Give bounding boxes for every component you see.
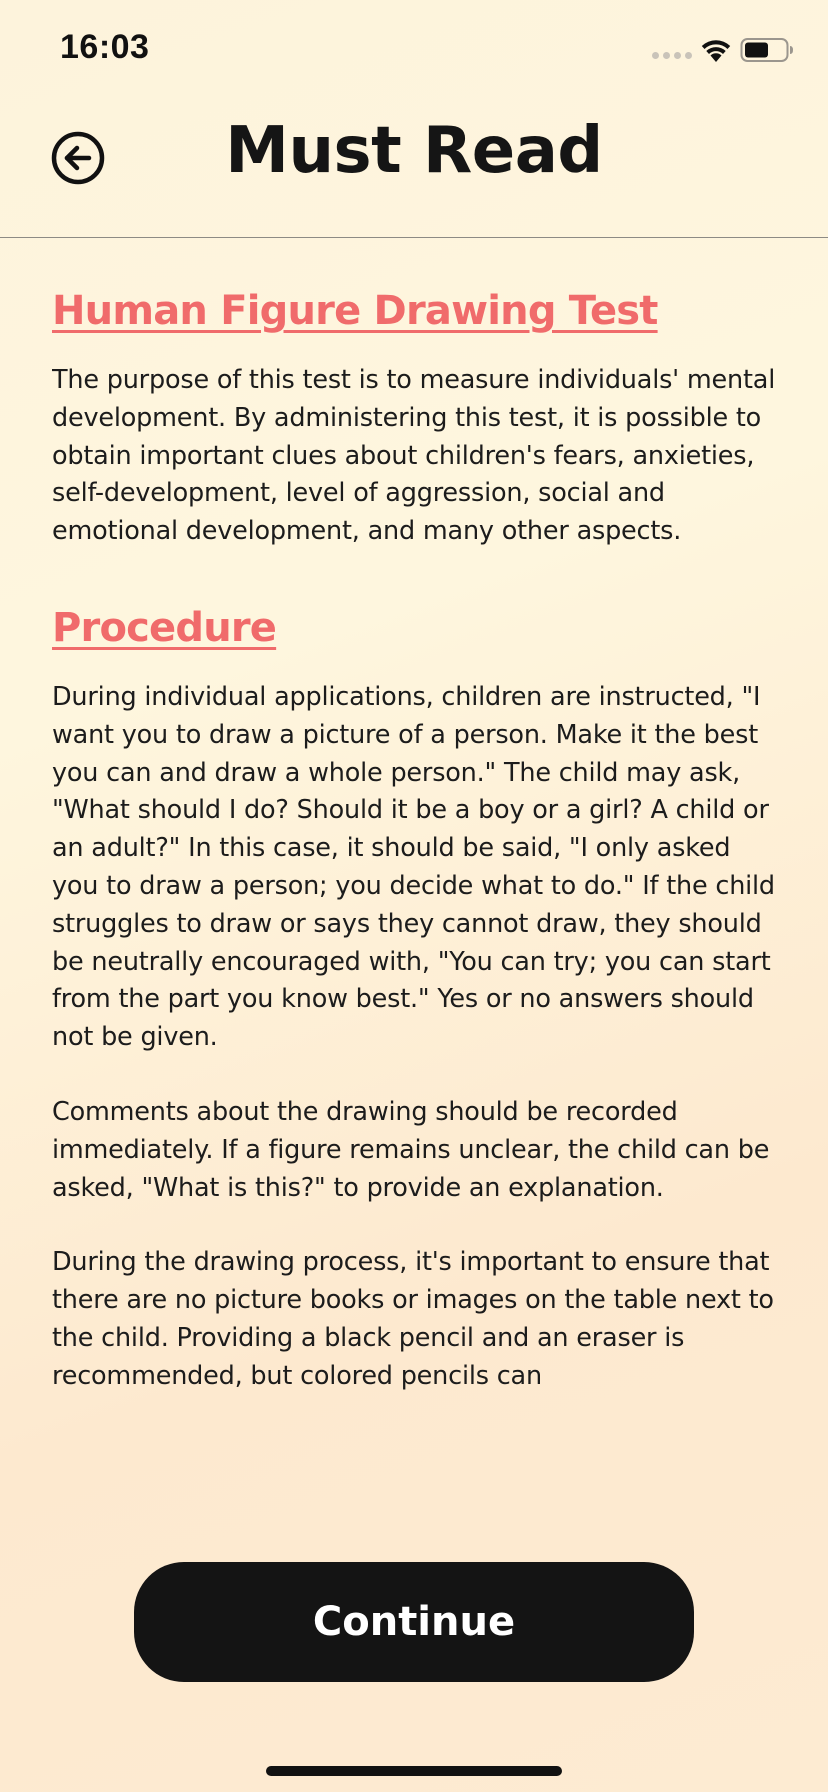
section-paragraph: The purpose of this test is to measure individuals' mental development. By administering this test, it is possible to obtain important clues about children's fears, anxieties, self-development, level of aggression, social and emotional development, and many other aspects.	[52, 365, 776, 547]
section-heading-human-figure-drawing-test: Human Figure Drawing Test	[52, 288, 658, 334]
content-scroll-area[interactable]	[52, 238, 780, 1510]
status-time: 16:03	[60, 28, 150, 66]
section-paragraph: During the drawing process, it's important to ensure that there are no picture books or images on the table next to the child. Providing a black pencil and an eraser is recommended, but colored pencils can	[52, 1247, 774, 1391]
header	[0, 100, 828, 238]
section-heading-procedure: Procedure	[52, 604, 277, 651]
cellular-signal-icon	[652, 52, 692, 59]
continue-button[interactable]: Continue	[134, 1562, 694, 1682]
page-title: Must Read	[225, 114, 603, 188]
section-paragraph: Comments about the drawing should be recorded immediately. If a figure remains unclear, the child can be asked, "What is this?" to provide an explanation.	[52, 1096, 770, 1203]
home-indicator[interactable]	[266, 1766, 562, 1776]
battery-icon	[740, 36, 794, 64]
status-bar	[0, 0, 828, 100]
section-paragraph: During individual applications, children are instructed, "I want you to draw a picture of a person. Make it the best you can and draw a whole person." The child may ask, "What should I do? Should it be a boy or a girl? A child or an adult?" In this case, it should be said, "I only asked you to draw a person; you decide what to do." If the child struggles to draw or says they cannot draw, they should be neutrally encouraged with, "You can try; you can start from the part you know best." Yes or no answers should not be given.	[52, 681, 775, 1053]
wifi-icon	[698, 36, 734, 64]
